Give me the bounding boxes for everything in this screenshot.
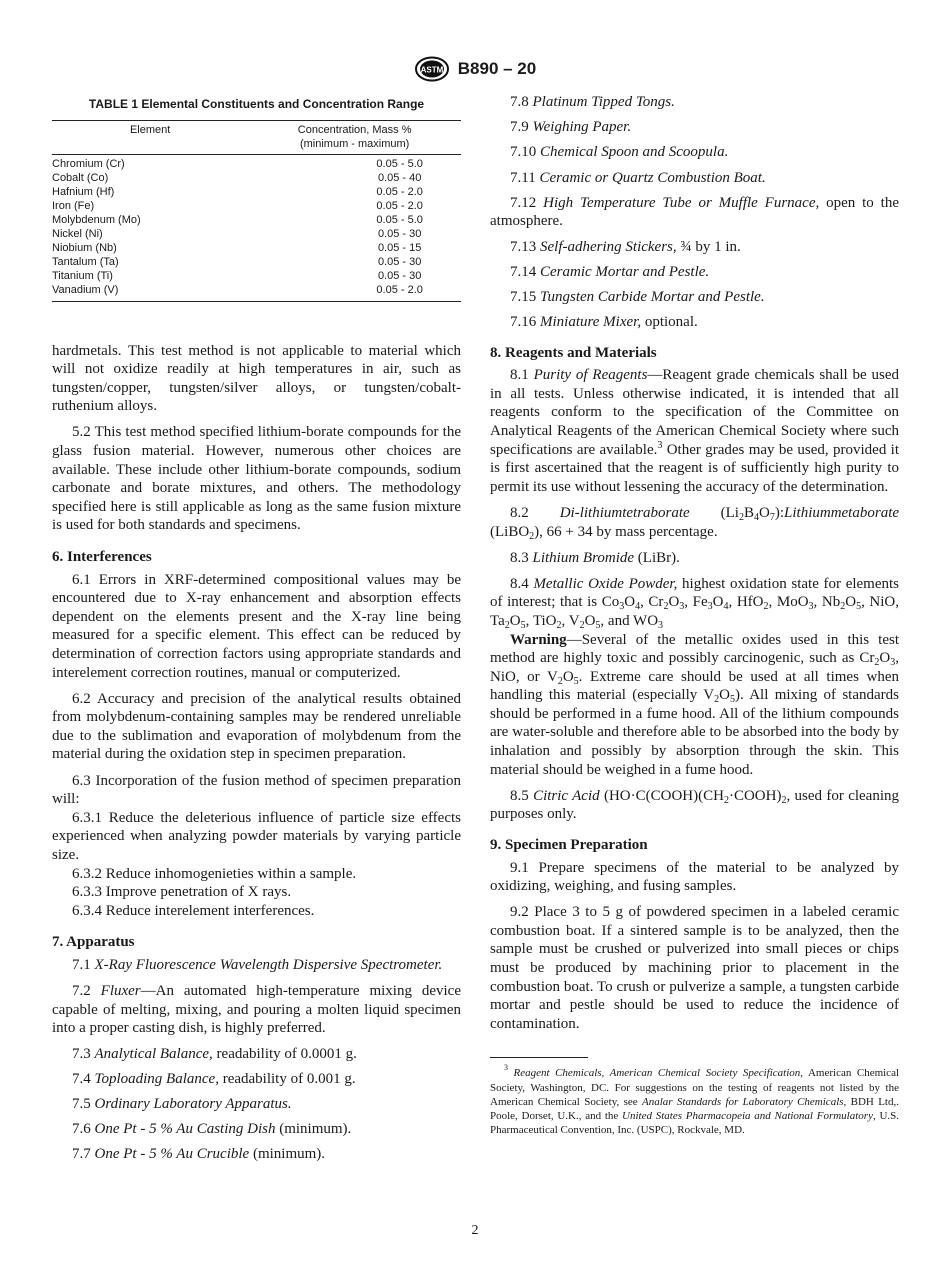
page-header	[0, 56, 950, 82]
concentration-cell: 0.05 - 5.0	[376, 157, 423, 170]
table-row	[52, 154, 461, 171]
para-7-5: 7.5 Ordinary Laboratory Apparatus.	[72, 1095, 292, 1112]
para-6-2: 6.2 Accuracy and precision of the analytical results obtained from molybdenum-containing samples may be rendered unreliable due to the sublimation and evaporation of molybdenum from the material during the oxidation step in specimen preparation.	[52, 690, 461, 763]
para-7-6: 7.6 One Pt - 5 % Au Casting Dish (minimum).	[72, 1121, 352, 1138]
table-row	[52, 269, 461, 283]
para-8-5: 8.5 Citric Acid ($HO\cdot C(COOH)(CH_2\cdot COOH)_2$, used for cleaning purposes only.	[490, 787, 899, 823]
table-row	[52, 213, 461, 227]
concentration-cell: 0.05 - 5.0	[376, 213, 423, 226]
para-7-3: 7.3 Analytical Balance, readability of 0.0001 g.	[72, 1045, 357, 1062]
para-7-4: 7.4 Toploading Balance, readability of 0.001 g.	[72, 1070, 356, 1087]
concentration-cell: 0.05 - 30	[377, 227, 422, 240]
conc-header-line1: Concentration, Mass %	[297, 123, 412, 136]
footnote-divider	[490, 1057, 588, 1058]
heading-9: 9. Specimen Preparation	[490, 836, 648, 853]
heading-7: 7. Apparatus	[52, 934, 135, 951]
conc-header-line2: (minimum - maximum)	[299, 137, 410, 150]
para-6-1: 6.1 Errors in XRF-determined compositional values may be encountered due to X-ray enhancement and absorption effects dependent on the elements present and the X-ray line being measured for a specific element. This effect can be reduced by determination of correction factors using appropriate standards and interelement correction routines, manual or computerized.	[52, 571, 461, 681]
para-7-13: 7.13 Self-adhering Stickers, ¾ by 1 in.	[510, 238, 741, 255]
elements-table	[52, 120, 461, 302]
element-cell: Iron (Fe)	[52, 199, 95, 212]
page-number: 2	[471, 1223, 479, 1238]
logo-text: ASTM	[420, 65, 444, 75]
element-cell: Cobalt (Co)	[52, 171, 109, 184]
para-7-1: 7.1 X-Ray Fluorescence Wavelength Dispersive Spectrometer.	[72, 956, 443, 973]
para-8-3: 8.3 Lithium Bromide (LiBr).	[510, 549, 680, 566]
concentration-cell: 0.05 - 2.0	[376, 199, 423, 212]
para-7-8: 7.8 Platinum Tipped Tongs.	[510, 94, 675, 110]
para-6-3: 6.3 Incorporation of the fusion method of specimen preparation will:	[52, 772, 461, 808]
table-row	[52, 241, 461, 255]
para-7-2: 7.2 Fluxer—An automated high-temperature mixing device capable of melting, mixing, and pouring a molten liquid specimen into a proper casting dish, is highly preferred.	[52, 983, 461, 1037]
para-9-2: 9.2 Place 3 to 5 g of powdered specimen in a labeled ceramic combustion boat. If a sintered sample is to be analyzed, then the sample must be crushed or pulverized into small pieces or chips must be produced by machining prior to placement in the combustion boat. To crush or pulverize a sample, a tungsten carbide mortar and pestle should be used to reduce the incidence of contamination.	[490, 904, 899, 1032]
para-6-3-2: 6.3.2 Reduce inhomogenieties within a sample.	[72, 865, 357, 882]
para-7-16: 7.16 Miniature Mixer, optional.	[510, 314, 698, 331]
para-5-2: 5.2 This test method specified lithium-borate compounds for the glass fusion material. However, numerous other choices are available. These include other lithium-borate compounds, sodium carbonate and borate mixtures, and others. The methodology specified here is still applicable as long as the same fusion mixture is used for both standards and specimens.	[52, 424, 461, 534]
standard-code: B890 – 20	[457, 59, 537, 78]
table-row	[52, 185, 461, 199]
para-8-1: 8.1 Purity of Reagents—Reagent grade chemicals shall be used in all tests. Unless otherwise indicated, it is intended that all reagents conform to the specification of the Committee on Analytical Reagents of the American Chemical Society where such specifications are available.$^3$ Other grades may be used, provided it is first ascertained that the reagent is of sufficiently high purity to permit its use without lessening the accuracy of the determination.	[490, 367, 900, 495]
para-7-11: 7.11 Ceramic or Quartz Combustion Boat.	[510, 169, 766, 186]
astm-logo-icon	[414, 56, 450, 82]
element-cell: Niobium (Nb)	[52, 241, 117, 254]
footnote-3: $^3$ Reagent Chemicals, American Chemical Society Specification, American Chemical Society, Washington, DC. For suggestions on the testing of reagents not listed by the American Chemical Society, see Analar Standards for Laboratory Chemicals, BDH Ltd,. Poole, Dorset, U.K., and the United States Pharmacopeia and National Formulatory, U.S. Pharmaceutical Convention, Inc. (USPC), Rockvale, MD.	[490, 1063, 900, 1137]
table-row	[52, 283, 461, 302]
concentration-cell: 0.05 - 2.0	[376, 185, 423, 198]
element-cell: Nickel (Ni)	[52, 227, 103, 240]
concentration-cell: 0.05 - 2.0	[376, 283, 423, 296]
element-cell: Titanium (Ti)	[52, 269, 113, 282]
concentration-cell: 0.05 - 30	[377, 255, 422, 268]
element-cell: Chromium (Cr)	[52, 157, 125, 170]
table-header-element: Element	[52, 120, 248, 154]
table-row	[52, 227, 461, 241]
concentration-cell: 0.05 - 40	[377, 171, 422, 184]
element-cell: Vanadium (V)	[52, 283, 119, 296]
heading-8: 8. Reagents and Materials	[490, 344, 657, 361]
para-7-7: 7.7 One Pt - 5 % Au Crucible (minimum).	[72, 1146, 326, 1163]
table-row	[52, 171, 461, 185]
heading-6: 6. Interferences	[52, 549, 152, 566]
para-7-15: 7.15 Tungsten Carbide Mortar and Pestle.	[510, 288, 765, 305]
para-9-1: 9.1 Prepare specimens of the material to be analyzed by oxidizing, weighing, and fusing samples.	[490, 859, 899, 895]
para-cont: hardmetals. This test method is not applicable to material which will not oxidize readily at high temperatures in air, such as tungsten/copper, tungsten/silver alloys, or tungsten/cobalt-ruthenium alloys.	[52, 342, 461, 415]
para-7-14: 7.14 Ceramic Mortar and Pestle.	[510, 263, 710, 280]
table-title: TABLE 1 Elemental Constituents and Concentration Range	[88, 97, 425, 111]
concentration-cell: 0.05 - 30	[377, 269, 422, 282]
para-6-3-1: 6.3.1 Reduce the deleterious influence of particle size effects experienced when analyzing powder materials by varying particle size.	[52, 809, 461, 863]
table-header-concentration	[248, 120, 461, 154]
para-6-3-3: 6.3.3 Improve penetration of X rays.	[72, 884, 292, 901]
element-cell: Molybdenum (Mo)	[52, 213, 141, 226]
para-6-3-4: 6.3.4 Reduce interelement interferences.	[72, 902, 315, 919]
table-row	[52, 255, 461, 269]
para-warning: Warning—Several of the metallic oxides used in this test method are highly toxic and possibly carcinogenic, such as $Cr_2O_3$, NiO, or $V_2O_5$. Extreme care should be used at all times when handling this material (especially $V_2O_5$). All mixing of standards should be performed in a fume hood. All of the lithium compounds are water-soluble and therefore able to be absorbed into the body by inhalation and possibly by absorption through the skin. This material should be weighed in a fume hood.	[490, 631, 899, 778]
left-column	[52, 92, 461, 1164]
table-row	[52, 199, 461, 213]
para-7-9: 7.9 Weighing Paper.	[510, 119, 632, 136]
table-body	[52, 154, 461, 301]
para-8-4: 8.4 Metallic Oxide Powder, highest oxidation state for elements of interest; that is $Co_3O_4$, $Cr_2O_3$, $Fe_3O_4$, HfO$_2$, MoO$_3$, $Nb_2O_5$, NiO, $Ta_2O_5$, TiO$_2$, $V_2O_5$, and $WO_3$	[490, 575, 900, 631]
concentration-cell: 0.05 - 15	[377, 241, 422, 254]
para-8-2: 8.2 Di-lithiumtetraborate $(Li_2B_4O_7):Lithiummetaborate$ (LiBO$_2$), 66 + 34 by mass percentage.	[490, 504, 900, 542]
para-7-10: 7.10 Chemical Spoon and Scoopula.	[510, 144, 729, 161]
element-cell: Tantalum (Ta)	[52, 255, 119, 268]
element-cell: Hafnium (Hf)	[52, 185, 115, 198]
para-7-12: 7.12 High Temperature Tube or Muffle Furnace, open to the atmosphere.	[490, 194, 899, 230]
right-column	[490, 92, 899, 1137]
